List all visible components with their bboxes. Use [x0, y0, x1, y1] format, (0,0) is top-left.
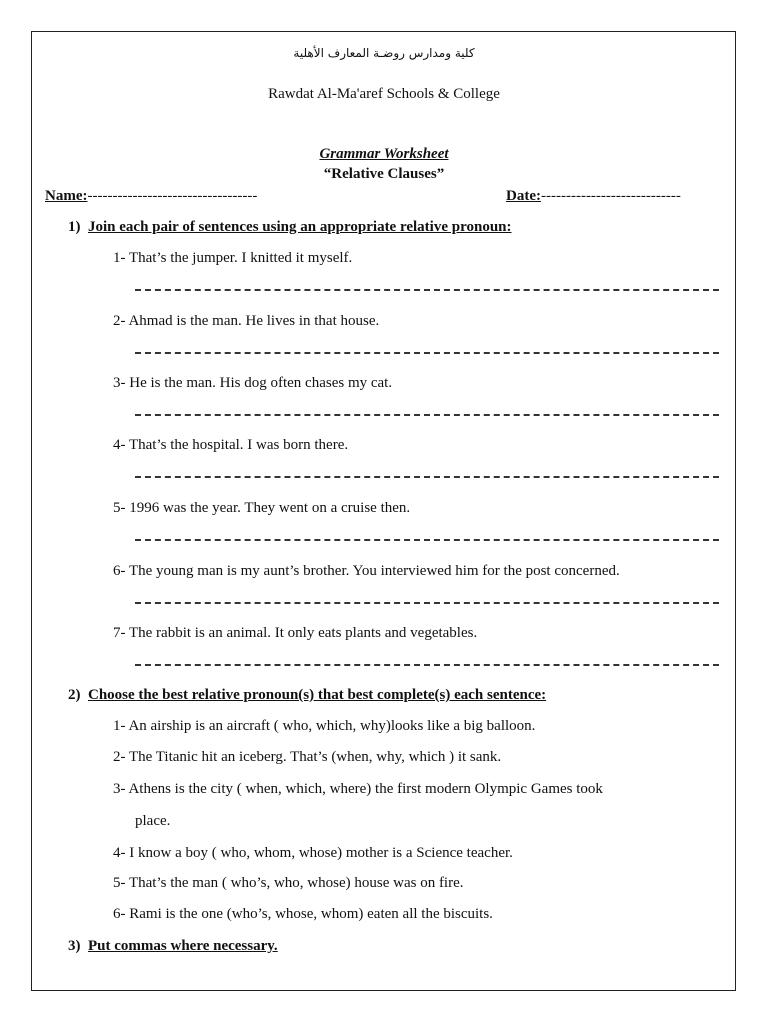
date-field[interactable] [506, 187, 681, 205]
answer-line[interactable] [135, 539, 719, 541]
section1-item [113, 375, 392, 392]
section1-item [113, 250, 352, 267]
section2-item [113, 749, 501, 766]
item-number: 5- [113, 875, 126, 891]
item-number: 3- [113, 781, 126, 797]
item-number: 6- [113, 906, 126, 922]
section3-heading [68, 938, 278, 955]
worksheet-title: Grammar Worksheet [319, 146, 449, 162]
name-blank[interactable]: ---------------------------------- [87, 188, 258, 204]
school-name: Rawdat Al-Ma'aref Schools & College [268, 86, 500, 102]
item-number: 7- [113, 625, 126, 641]
date-label: Date: [506, 188, 541, 204]
answer-line[interactable] [135, 414, 719, 416]
name-field[interactable] [45, 187, 257, 205]
item-text: Athens is the city ( when, which, where) the first modern Olympic Games took [128, 781, 603, 797]
item-number: 1- [113, 718, 126, 734]
arabic-school-name: كلية ومدارس روضـة المعارف الأهلية [293, 46, 475, 60]
answer-line[interactable] [135, 476, 719, 478]
section2-number: 2) [68, 687, 81, 703]
item-text: The rabbit is an animal. It only eats plants and vegetables. [128, 625, 478, 641]
item-text: The Titanic hit an iceberg. That’s (when, why, which ) it sank. [128, 749, 502, 765]
section2-item [113, 845, 513, 862]
date-blank[interactable]: ---------------------------- [540, 188, 681, 204]
section1-item [113, 500, 410, 517]
item-text: That’s the man ( who’s, who, whose) house was on fire. [128, 875, 464, 891]
item-text: Ahmad is the man. He lives in that house. [128, 313, 380, 329]
section1-item [113, 563, 620, 580]
item-number: 2- [113, 313, 126, 329]
section1-item [113, 625, 477, 642]
item-text: That’s the hospital. I was born there. [128, 437, 349, 453]
section2-item [113, 875, 464, 892]
section1-heading-text: Join each pair of sentences using an appropriate relative pronoun: [88, 219, 512, 235]
item-number: 4- [113, 437, 126, 453]
section1-number: 1) [68, 219, 81, 235]
name-label: Name: [45, 188, 88, 204]
item-text: The young man is my aunt’s brother. You interviewed him for the post concerned. [128, 563, 620, 579]
answer-line[interactable] [135, 602, 719, 604]
item-text: He is the man. His dog often chases my cat. [129, 375, 393, 391]
item-number: 5- [113, 500, 126, 516]
section2-heading-text: Choose the best relative pronoun(s) that best complete(s) each sentence: [88, 687, 547, 703]
answer-line[interactable] [135, 289, 719, 291]
item-number: 1- [113, 250, 126, 266]
section3-number: 3) [68, 938, 81, 954]
item-number: 3- [113, 375, 126, 391]
answer-line[interactable] [135, 664, 719, 666]
item-text: Rami is the one (who’s, whose, whom) eaten all the biscuits. [129, 906, 493, 922]
section2-heading [68, 687, 546, 704]
section1-item [113, 313, 379, 330]
answer-line[interactable] [135, 352, 719, 354]
section2-item-continuation: place. [135, 813, 171, 829]
section2-item [113, 906, 493, 923]
section1-item [113, 437, 348, 454]
section1-heading [68, 219, 512, 236]
section2-item [113, 781, 603, 798]
item-text: An airship is an aircraft ( who, which, why)looks like a big balloon. [128, 718, 536, 734]
item-number: 2- [113, 749, 126, 765]
item-text: 1996 was the year. They went on a cruise then. [129, 500, 411, 516]
item-number: 4- [113, 845, 126, 861]
item-number: 6- [113, 563, 126, 579]
item-text: That’s the jumper. I knitted it myself. [128, 250, 353, 266]
section2-item [113, 718, 535, 735]
item-text: I know a boy ( who, whom, whose) mother is a Science teacher. [129, 845, 513, 861]
worksheet-subtitle: “Relative Clauses” [323, 166, 445, 182]
section3-heading-text: Put commas where necessary. [88, 938, 278, 954]
